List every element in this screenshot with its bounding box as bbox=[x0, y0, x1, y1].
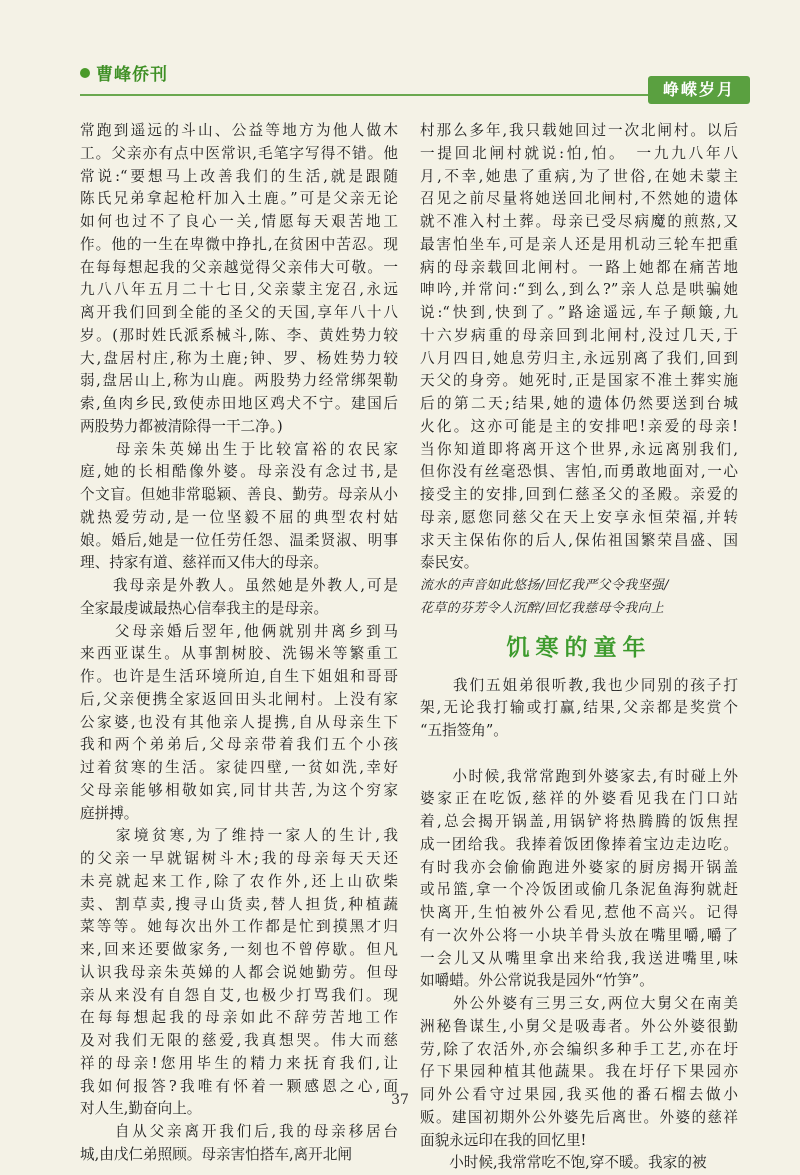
text-line: 劳,除了农活外,亦会编织多种手工艺,亦在圩 bbox=[420, 1039, 738, 1062]
right-column bbox=[420, 120, 738, 1175]
text-line: 陈氏兄弟拿起枪杆加入土鹿。”可是父亲无论 bbox=[80, 188, 398, 211]
text-line: 架,无论我打输或打赢,结果,父亲都是奖赏个 bbox=[420, 697, 738, 720]
text-line: 如嚼蜡。外公常说我是园外“竹笋”。 bbox=[420, 970, 738, 993]
text-line: 贩。建国初期外公外婆先后离世。外婆的慈祥 bbox=[420, 1107, 738, 1130]
text-line: 全家最虔诚最热心信奉我主的是母亲。 bbox=[80, 598, 398, 621]
text-line: 及对我们无限的慈爱,我真想哭。伟大而慈 bbox=[80, 1030, 398, 1053]
text-line: 娘。婚后,她是一位任劳任怨、温柔贤淑、明事 bbox=[80, 530, 398, 553]
text-line: 外公外婆有三男三女,两位大舅父在南美 bbox=[420, 993, 738, 1016]
text-line: 常说:“要想马上改善我们的生活,就是跟随 bbox=[80, 166, 398, 189]
text-line: 说:“快到,快到了。”路途遥远,车子颠簸,九 bbox=[420, 302, 738, 325]
text-line: 就不准入村土葬。母亲已受尽病魔的煎熬,又 bbox=[420, 211, 738, 234]
text-line: 自从父亲离开我们后,我的母亲移居台 bbox=[80, 1121, 398, 1144]
text-line: 索,鱼肉乡民,致使赤田地区鸡犬不宁。建国后 bbox=[80, 393, 398, 416]
text-line: 泰民安。 bbox=[420, 552, 738, 575]
text-line: 母亲朱英娣出生于比较富裕的农民家 bbox=[80, 439, 398, 462]
text-line: 面貌永远印在我的回忆里! bbox=[420, 1130, 738, 1153]
poem-line: 花草的芬芳令人沉醉/回忆我慈母令我向上 bbox=[420, 598, 738, 621]
text-line: 最害怕坐车,可是亲人还是用机动三轮车把重 bbox=[420, 234, 738, 257]
text-line: 如何也过不了良心一关,情愿每天艰苦地工 bbox=[80, 211, 398, 234]
text-line: 两股势力都被清除得一干二净。) bbox=[80, 416, 398, 439]
poem-line: 流水的声音如此悠扬/回忆我严父令我坚强/ bbox=[420, 575, 738, 598]
text-line: 的父亲一早就锯树斗木;我的母亲每天天还 bbox=[80, 848, 398, 871]
text-line: 求天主保佑你的后人,保佑祖国繁荣昌盛、国 bbox=[420, 530, 738, 553]
paragraph-gap bbox=[420, 743, 738, 766]
text-line: 有一次外公将一小块羊骨头放在嘴里嚼,嚼了 bbox=[420, 925, 738, 948]
text-line: 天父的身旁。她死时,正是国家不准土葬实施 bbox=[420, 370, 738, 393]
text-line: 大,盘居村庄,称为土鹿;钟、罗、杨姓势力较 bbox=[80, 348, 398, 371]
text-line: 岁。(那时姓氏派系械斗,陈、李、黄姓势力较 bbox=[80, 325, 398, 348]
text-line: 过着贫寒的生活。家徒四壁,一贫如洗,幸好 bbox=[80, 757, 398, 780]
text-line: 个文盲。但她非常聪颖、善良、勤劳。母亲从小 bbox=[80, 484, 398, 507]
text-line: 仔下果园种植其他蔬果。我在圩仔下果园亦 bbox=[420, 1061, 738, 1084]
text-line: 工。父亲亦有点中医常识,毛笔字写得不错。他 bbox=[80, 143, 398, 166]
text-line: 离开我们回到全能的圣父的天国,享年八十八 bbox=[80, 302, 398, 325]
text-line: 后的第二天;结果,她的遗体仍然要送到台城 bbox=[420, 393, 738, 416]
text-line: 有时我亦会偷偷跑进外婆家的厨房揭开锅盖 bbox=[420, 857, 738, 880]
text-line: 作。也许是生活环境所迫,自生下姐姐和哥哥 bbox=[80, 666, 398, 689]
text-line: 月,不幸,她患了重病,为了世俗,在她未蒙主 bbox=[420, 166, 738, 189]
text-line: 同外公看守过果园,我买他的番石榴去做小 bbox=[420, 1084, 738, 1107]
text-line: 我母亲是外教人。虽然她是外教人,可是 bbox=[80, 575, 398, 598]
text-line: 父母亲婚后翌年,他俩就别井离乡到马 bbox=[80, 621, 398, 644]
text-line: 菜等等。她每次出外工作都是忙到摸黑才归 bbox=[80, 916, 398, 939]
text-line: 未亮就起来工作,除了农作外,还上山砍柴 bbox=[80, 871, 398, 894]
text-line: 来西亚谋生。从事割树胶、洗锡米等繁重工 bbox=[80, 643, 398, 666]
header-rule bbox=[80, 94, 648, 96]
text-line: 庭,她的长相酷像外婆。母亲没有念过书,是 bbox=[80, 461, 398, 484]
page-number: 37 bbox=[0, 1092, 800, 1108]
article-title: 饥寒的童年 bbox=[420, 621, 738, 675]
text-line: 城,由戊仁弟照顾。母亲害怕搭车,离开北闸 bbox=[80, 1144, 398, 1167]
text-line: 或吊篮,拿一个冷饭团或偷几条泥鱼海狗就赶 bbox=[420, 879, 738, 902]
text-line: 我和两个弟弟后,父母亲带着我们五个小孩 bbox=[80, 734, 398, 757]
text-line: 一会儿又从嘴里拿出来给我,我送进嘴里,味 bbox=[420, 948, 738, 971]
text-line: 卖、割草卖,搜寻山货卖,替人担货,种植蔬 bbox=[80, 894, 398, 917]
text-line: 在每每想起我的父亲越觉得父亲伟大可敬。一 bbox=[80, 257, 398, 280]
text-line: 着,总会揭开锅盖,用锅铲将热腾腾的饭焦捏 bbox=[420, 811, 738, 834]
text-line: 作。他的一生在卑微中挣扎,在贫困中苦忍。现 bbox=[80, 234, 398, 257]
text-line: 接受主的安排,回到仁慈圣父的圣殿。亲爱的 bbox=[420, 484, 738, 507]
text-line: 小时候,我常常跑到外婆家去,有时碰上外 bbox=[420, 766, 738, 789]
text-line: 召见之前尽量将她送回北闸村,不然她的遗体 bbox=[420, 188, 738, 211]
text-line: 家境贫寒,为了维持一家人的生计,我 bbox=[80, 825, 398, 848]
text-line: 理、持家有道、慈祥而又伟大的母亲。 bbox=[80, 552, 398, 575]
text-line: 一提回北闸村就说:怕,怕。 一九九八年八 bbox=[420, 143, 738, 166]
text-line: 但你没有丝毫恐惧、害怕,而勇敢地面对,一心 bbox=[420, 461, 738, 484]
text-line: 当你知道即将离开这个世界,永远离别我们, bbox=[420, 439, 738, 462]
text-line: 弱,盘居山上,称为山鹿。两股势力经常绑架勒 bbox=[80, 370, 398, 393]
text-line: 庭拼搏。 bbox=[80, 803, 398, 826]
left-column bbox=[80, 120, 398, 1167]
text-line: 婆家正在吃饭,慈祥的外婆看见我在门口站 bbox=[420, 788, 738, 811]
text-line: 火化。这亦可能是主的安排吧!亲爱的母亲! bbox=[420, 416, 738, 439]
text-line: 常跑到遥远的斗山、公益等地方为他人做木 bbox=[80, 120, 398, 143]
text-line: 在每每想起我的母亲如此不辞劳苦地工作 bbox=[80, 1007, 398, 1030]
bullet-dot-icon bbox=[80, 68, 90, 78]
text-line: 呻吟,并常问:“到么,到么?”亲人总是哄骗她 bbox=[420, 279, 738, 302]
text-line: 病的母亲载回北闸村。一路上她都在痛苦地 bbox=[420, 257, 738, 280]
text-line: 亲从来没有自怨自艾,也极少打骂我们。现 bbox=[80, 985, 398, 1008]
text-line: 十六岁病重的母亲回到北闸村,没过几天,于 bbox=[420, 325, 738, 348]
text-line: 来,回来还要做家务,一刻也不曾停歇。但凡 bbox=[80, 939, 398, 962]
text-line: 洲秘鲁谋生,小舅父是吸毒者。外公外婆很勤 bbox=[420, 1016, 738, 1039]
right-column-top-text bbox=[420, 120, 738, 575]
section-tag: 峥嵘岁月 bbox=[648, 76, 750, 104]
text-line: 九八八年五月二十七日,父亲蒙主宠召,永远 bbox=[80, 279, 398, 302]
magazine-title: 曹峰侨刊 bbox=[96, 60, 168, 85]
text-line: 父母亲能够相敬如宾,同甘共苦,为这个穷家 bbox=[80, 780, 398, 803]
text-line: 就热爱劳动,是一位坚毅不屈的典型农村姑 bbox=[80, 507, 398, 530]
text-line: 我如何报答?我唯有怀着一颗感恩之心,面 bbox=[80, 1076, 398, 1099]
text-line: 八月四日,她息劳归主,永远别离了我们,回到 bbox=[420, 348, 738, 371]
text-line: 后,父亲便携全家返回田头北闸村。上没有家 bbox=[80, 689, 398, 712]
text-line: 公家婆,也没有其他亲人提携,自从母亲生下 bbox=[80, 712, 398, 735]
text-line: 小时候,我常常吃不饱,穿不暖。我家的被 bbox=[420, 1152, 738, 1175]
header-brand bbox=[80, 60, 168, 85]
text-line: 对人生,勤奋向上。 bbox=[80, 1098, 398, 1121]
text-line: 快离开,生怕被外公看见,惹他不高兴。记得 bbox=[420, 902, 738, 925]
text-line: 成一团给我。我捧着饭团像捧着宝边走边吃。 bbox=[420, 834, 738, 857]
text-line: 村那么多年,我只载她回过一次北闸村。以后 bbox=[420, 120, 738, 143]
text-line: 我们五姐弟很听教,我也少同别的孩子打 bbox=[420, 675, 738, 698]
text-line: 祥的母亲!您用毕生的精力来抚育我们,让 bbox=[80, 1053, 398, 1076]
text-line: 母亲,愿您同慈父在天上安享永恒荣福,并转 bbox=[420, 507, 738, 530]
text-line: “五指签角”。 bbox=[420, 720, 738, 743]
poem-block bbox=[420, 575, 738, 621]
text-line: 认识我母亲朱英娣的人都会说她勤劳。但母 bbox=[80, 962, 398, 985]
